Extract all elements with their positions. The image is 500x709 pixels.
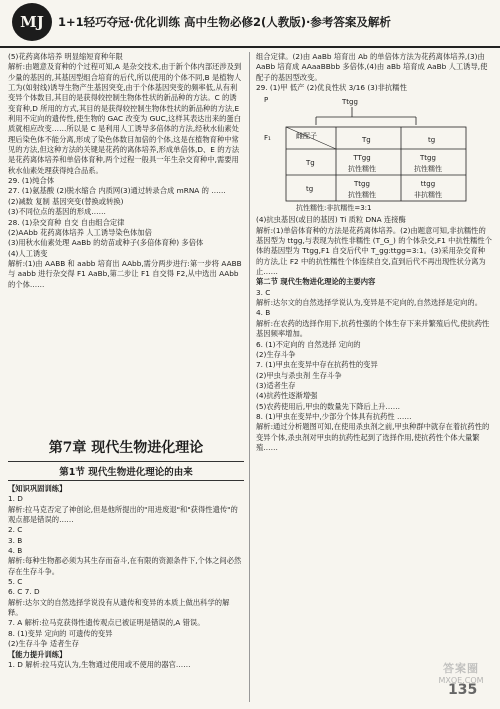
punnett-diagram: [256, 95, 492, 213]
paragraph: 29. (1)纯合体: [8, 176, 55, 186]
subheading: 【能力提升训练】: [8, 649, 67, 659]
paragraph: 8. (1)甲虫在变异中,少部分个体具有抗药性 ……: [256, 411, 412, 421]
paragraph: 4. B: [8, 546, 23, 556]
paragraph: 29. (1)甲 低产 (2)优良性状 3/16 (3)非抗糯性: [256, 83, 407, 93]
gamete-col-2: tg: [428, 136, 436, 145]
chapter-title: 第7章 现代生物进化理论: [48, 440, 204, 456]
subheading: 第二节 现代生物进化理论的主要内容: [256, 277, 376, 287]
paragraph: (4)抗药性逐渐增强: [256, 391, 318, 401]
paragraph: 1. D 解析:拉马克认为,生物通过使用或不使用的器官……: [8, 659, 191, 669]
paragraph: (2)甲虫与杀虫剂 生存斗争: [256, 370, 342, 380]
paragraph: (2)AAbb 花药离体培养 人工诱导染色体加倍: [8, 227, 152, 237]
gamete-row-1: Tg: [306, 159, 315, 168]
paragraph: 解析:(1)由 AABB 和 aabb 培育出 AAbb,需分两步进行:第一步将 AABB 与 aabb 进行杂交得 F1 AaBb,第二步让 F1 自交得 F2,从中选出 AAbb 的个体……: [8, 258, 242, 289]
column-divider: [249, 52, 250, 702]
page-header: [0, 0, 500, 48]
paragraph: 7. (1)甲虫在变异中存在抗药性的变异: [256, 360, 378, 370]
paragraph: 1. D: [8, 494, 23, 504]
watermark-logo: 答案圈: [443, 662, 479, 675]
paragraph: (3)适者生存: [256, 380, 296, 390]
parent-genotype: Ttgg: [342, 98, 358, 107]
paragraph: (3)不同位点的基因的形成……: [8, 207, 106, 217]
paragraph: 28. (1)杂交育种 自交 自由组合定律: [8, 217, 125, 227]
subheading: 【知识巩固训练】: [8, 484, 67, 493]
parent-label: P: [264, 96, 269, 105]
paragraph: (3)用秋水仙素处理 AaBb 的幼苗或种子(多倍体育种) 多倍体: [8, 238, 204, 248]
left-column-bottom: [8, 484, 243, 704]
watermark-url: MXQE.COM: [438, 676, 484, 685]
paragraph: (2)生存斗争 适者生存: [8, 639, 80, 649]
paragraph: 3. B: [8, 535, 23, 545]
paragraph: 6. (1)不定向的 自然选择 定向的: [256, 339, 361, 349]
brand-logo: MJ: [12, 3, 52, 41]
paragraph: 5. C: [8, 577, 23, 587]
paragraph: 6. C 7. D: [8, 587, 40, 597]
paragraph: 解析:拉马克否定了神创论,但是他所提出的"用进废退"和"获得性遗传"的观点都是错误的……: [8, 504, 238, 525]
paragraph: 27. (1)氨基酸 (2)脱水缩合 内质网(3)通过转录合成 mRNA 的 ……: [8, 186, 226, 196]
cell-1-2: Ttgg 抗性糯性: [414, 154, 442, 173]
paragraph: (4)抗虫基因(或目的基因) Ti 质粒 DNA 连接酶: [256, 215, 406, 225]
gamete-header: 雌配子: [296, 132, 317, 141]
gamete-col-1: Tg: [362, 136, 371, 145]
paragraph: (2)减数 复制 基因突变(替换或转换): [8, 196, 124, 206]
paragraph: 解析:每种生物都必须为其生存而奋斗,在有限的资源条件下,个体之间必然存在生存斗争。: [8, 556, 242, 576]
paragraph: 组合定律。(2)由 AaBb 培育出 Ab 的单倍体方法为花药离体培养,(3)由 AaBb 培育成 AAaaBBbb 多倍体,(4)由 aBb 培育成 AaBb 人工诱导,使配子的基因型改变。: [256, 52, 488, 82]
paragraph: 7. A 解析:拉马克获得性遗传观点已被证明是错误的,A 错误。: [8, 618, 205, 628]
paragraph: (4)人工诱变: [8, 248, 48, 258]
paragraph: 8. (1)变异 定向的 可遗传的变异: [8, 628, 113, 638]
paragraph: (2)生存斗争: [256, 349, 296, 359]
cell-1-1: TTgg 抗性糯性: [348, 154, 376, 173]
header-title: 1+1轻巧夺冠·优化训练 高中生物必修2(人教版)·参考答案及解析: [58, 15, 391, 29]
left-column-top: [8, 52, 243, 432]
paragraph: 解析:在农药的选择作用下,抗药性强的个体生存下来并繁殖后代,使抗药性基因频率增加。: [256, 318, 490, 339]
paragraph: 解析:达尔文的自然选择学说没有从遗传和变异的本质上做出科学的解释。: [8, 597, 230, 618]
paragraph: (5)花药离体培养 明显缩短育种年限: [8, 52, 123, 61]
section-title: 第1节 现代生物进化理论的由来: [8, 461, 244, 481]
paragraph: 3. C: [256, 287, 271, 297]
segregation-ratio: 抗性糯性:非抗糯性=3:1: [296, 204, 372, 213]
paragraph: 2. C: [8, 525, 23, 535]
paragraph: 解析:达尔文的自然选择学说认为,变异是不定向的,自然选择是定向的。: [256, 298, 483, 308]
paragraph: 4. B: [256, 308, 271, 318]
cell-2-1: Ttgg 抗性糯性: [348, 180, 376, 199]
gamete-row-2: tg: [306, 185, 314, 194]
paragraph: 解析:通过分析题图可知,在使用杀虫剂之前,甲虫种群中就存在着抗药性的变异个体,杀虫剂对甲虫的抗药性起到了选择作用,使抗药性个体大量繁殖……: [256, 422, 490, 452]
f1-label: F₁: [264, 134, 271, 143]
paragraph: (5)农药使用后,甲虫的数量先下降后上升……: [256, 401, 400, 411]
right-column: [256, 52, 492, 698]
paragraph: 解析:由题意及育种的个过程可知,A 是杂交技术,由于新个体内部还涉及到少量的基因的,其基因型组合培育的后代,所以使用的个体不同,B 是植物人工为(如射线)诱导生物产生基因突变,由于个体基因突变的频率低,从有利变异个体数目,其目的是获得较控制生物体性状的新品种的方法。C 的诱变育种,D 所用的方式,其目的是获得较控制生物体性状的新品种的方法,E 利用不定向的遗传性,使生物的 GAC 改变为 GUC,这样其表达出来的蛋白质就相应改变……所以是 C 是利用人工诱导多倍体的方法,经秋水仙素处理后染色体不能分离,形成了染色体数目加倍的个体,这是在植物育种中常见的方法,但这种方法的关键是花药的离体培养,形成单倍体,D、E 的方法是花药离体培养和单倍体育种,两个过程一般具一年生杂交育种中,需要用秋水仙素处理获得纯合品系。: [8, 62, 242, 175]
paragraph: 解析:(1)单倍体育种的方法是花药离体培养。(2)由题意可知,非抗糯性的基因型为 ttgg,与表现为抗性非糯性 (T_G_) 的个体杂交,F1 中抗性糯性个体的基因型为 Ttgg,F1 自交后代中 T_gg:ttgg=3:1。(3)采用杂交育种的方法,让 F2 中的抗性糯性个体连续自交,直到后代不再出现性状分离为止……: [256, 225, 492, 277]
cell-2-2: ttgg 非抗糯性: [414, 180, 442, 199]
page-number: 135: [448, 682, 478, 698]
